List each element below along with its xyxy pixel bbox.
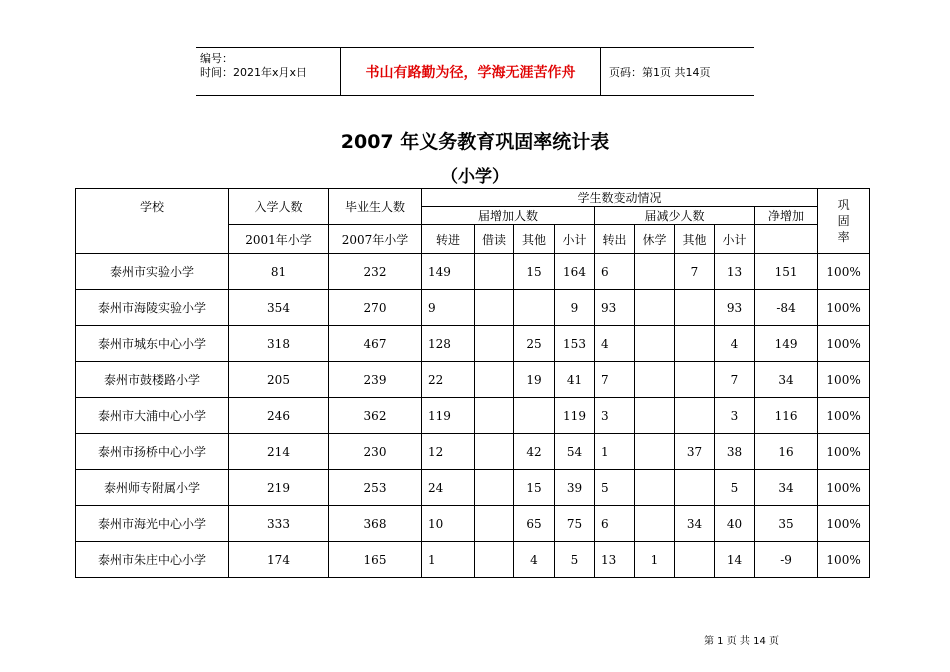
table-row [76,362,870,398]
table-row [76,434,870,470]
header-school: 学校 [76,189,229,225]
header-school-blank [76,225,229,254]
other-out-cell [675,542,715,578]
subtotal-out-cell: 38 [715,434,755,470]
header-borrow: 借读 [475,225,514,254]
enroll-cell: 333 [229,506,329,542]
in-cell: 1 [422,542,475,578]
borrow-cell [475,398,514,434]
subtotal-in-cell: 54 [555,434,595,470]
grad-cell: 270 [329,290,422,326]
header-suspend: 休学 [635,225,675,254]
rate-cell: 100% [818,434,870,470]
net-cell: 149 [755,326,818,362]
school-cell: 泰州市扬桥中心小学 [76,434,229,470]
in-cell: 9 [422,290,475,326]
other-out-cell: 37 [675,434,715,470]
rate-cell: 100% [818,398,870,434]
school-cell: 泰州市城东中心小学 [76,326,229,362]
enroll-cell: 214 [229,434,329,470]
other-out-cell [675,362,715,398]
other-out-cell [675,290,715,326]
header-other-out: 其他 [675,225,715,254]
in-cell: 22 [422,362,475,398]
other-out-cell [675,398,715,434]
subtotal-in-cell: 41 [555,362,595,398]
grad-cell: 253 [329,470,422,506]
number-label: 编号： [200,52,233,65]
out-cell: 4 [595,326,635,362]
header-meta [196,48,340,95]
school-cell: 泰州师专附属小学 [76,470,229,506]
out-cell: 6 [595,254,635,290]
page-title: 2007 年义务教育巩固率统计表 [340,131,610,153]
other-out-cell [675,470,715,506]
rate-cell: 100% [818,542,870,578]
out-cell: 1 [595,434,635,470]
page-subtitle: （小学） [441,167,509,187]
suspend-cell [635,434,675,470]
subtotal-in-cell: 164 [555,254,595,290]
school-cell: 泰州市实验小学 [76,254,229,290]
other-in-cell: 4 [514,542,555,578]
rate-cell: 100% [818,290,870,326]
in-cell: 128 [422,326,475,362]
subtotal-out-cell: 5 [715,470,755,506]
other-in-cell: 25 [514,326,555,362]
time-label: 时间：2021年x月x日 [200,66,308,79]
out-cell: 5 [595,470,635,506]
table-row [76,290,870,326]
other-out-cell [675,326,715,362]
out-cell: 6 [595,506,635,542]
grad-cell: 230 [329,434,422,470]
grad-cell: 239 [329,362,422,398]
grad-cell: 368 [329,506,422,542]
page-label: 页码：第1页 共14页 [609,65,711,79]
subtotal-out-cell: 7 [715,362,755,398]
table-row [76,506,870,542]
other-in-cell [514,290,555,326]
subtotal-out-cell: 3 [715,398,755,434]
in-cell: 149 [422,254,475,290]
school-cell: 泰州市朱庄中心小学 [76,542,229,578]
header-motto: 书山有路勤为径，学海无涯苦作舟 [340,48,601,95]
borrow-cell [475,542,514,578]
net-cell: 151 [755,254,818,290]
header-page [601,48,754,95]
school-cell: 泰州市大浦中心小学 [76,398,229,434]
rate-cell: 100% [818,362,870,398]
net-cell: 116 [755,398,818,434]
borrow-cell [475,506,514,542]
enroll-cell: 219 [229,470,329,506]
header-subtotal-in: 小计 [555,225,595,254]
enroll-cell: 246 [229,398,329,434]
borrow-cell [475,290,514,326]
borrow-cell [475,254,514,290]
subtotal-out-cell: 93 [715,290,755,326]
net-cell: -84 [755,290,818,326]
other-out-cell: 34 [675,506,715,542]
header-grad: 毕业生人数 [329,189,422,225]
grad-cell: 232 [329,254,422,290]
school-cell: 泰州市鼓楼路小学 [76,362,229,398]
in-cell: 119 [422,398,475,434]
subtotal-in-cell: 5 [555,542,595,578]
enroll-cell: 205 [229,362,329,398]
subtotal-in-cell: 119 [555,398,595,434]
net-cell: 35 [755,506,818,542]
suspend-cell [635,326,675,362]
subtotal-in-cell: 75 [555,506,595,542]
other-in-cell: 15 [514,470,555,506]
header-grad-year: 2007年小学 [329,225,422,254]
statistics-table [75,188,870,578]
suspend-cell [635,290,675,326]
other-in-cell: 19 [514,362,555,398]
enroll-cell: 354 [229,290,329,326]
enroll-cell: 174 [229,542,329,578]
out-cell: 93 [595,290,635,326]
out-cell: 7 [595,362,635,398]
borrow-cell [475,434,514,470]
suspend-cell [635,398,675,434]
rate-cell: 100% [818,326,870,362]
table-row [76,326,870,362]
header-enroll-year: 2001年小学 [229,225,329,254]
subtotal-out-cell: 14 [715,542,755,578]
header-enroll: 入学人数 [229,189,329,225]
subtotal-in-cell: 9 [555,290,595,326]
document-header [196,47,754,96]
in-cell: 10 [422,506,475,542]
suspend-cell: 1 [635,542,675,578]
header-decrease: 届减少人数 [595,207,755,225]
header-increase: 届增加人数 [422,207,595,225]
page-footer: 第 1 页 共 14 页 [704,636,779,647]
other-in-cell: 15 [514,254,555,290]
table-row [76,398,870,434]
subtotal-out-cell: 13 [715,254,755,290]
borrow-cell [475,362,514,398]
school-cell: 泰州市海光中心小学 [76,506,229,542]
net-cell: -9 [755,542,818,578]
grad-cell: 467 [329,326,422,362]
net-cell: 34 [755,362,818,398]
header-net: 净增加 [755,207,818,225]
rate-cell: 100% [818,254,870,290]
header-rate: 巩固率 [818,189,870,254]
other-in-cell [514,398,555,434]
rate-cell: 100% [818,470,870,506]
subtotal-out-cell: 40 [715,506,755,542]
suspend-cell [635,254,675,290]
table-row [76,542,870,578]
suspend-cell [635,470,675,506]
header-change: 学生数变动情况 [422,189,818,207]
header-subtotal-out: 小计 [715,225,755,254]
school-cell: 泰州市海陵实验小学 [76,290,229,326]
header-net-blank [755,225,818,254]
header-in: 转进 [422,225,475,254]
net-cell: 34 [755,470,818,506]
other-in-cell: 65 [514,506,555,542]
other-in-cell: 42 [514,434,555,470]
grad-cell: 362 [329,398,422,434]
subtotal-in-cell: 39 [555,470,595,506]
subtotal-in-cell: 153 [555,326,595,362]
header-other-in: 其他 [514,225,555,254]
out-cell: 13 [595,542,635,578]
enroll-cell: 81 [229,254,329,290]
table-row [76,254,870,290]
borrow-cell [475,326,514,362]
enroll-cell: 318 [229,326,329,362]
in-cell: 24 [422,470,475,506]
table-row [76,470,870,506]
out-cell: 3 [595,398,635,434]
in-cell: 12 [422,434,475,470]
net-cell: 16 [755,434,818,470]
suspend-cell [635,506,675,542]
header-out: 转出 [595,225,635,254]
rate-cell: 100% [818,506,870,542]
grad-cell: 165 [329,542,422,578]
subtotal-out-cell: 4 [715,326,755,362]
suspend-cell [635,362,675,398]
borrow-cell [475,470,514,506]
other-out-cell: 7 [675,254,715,290]
